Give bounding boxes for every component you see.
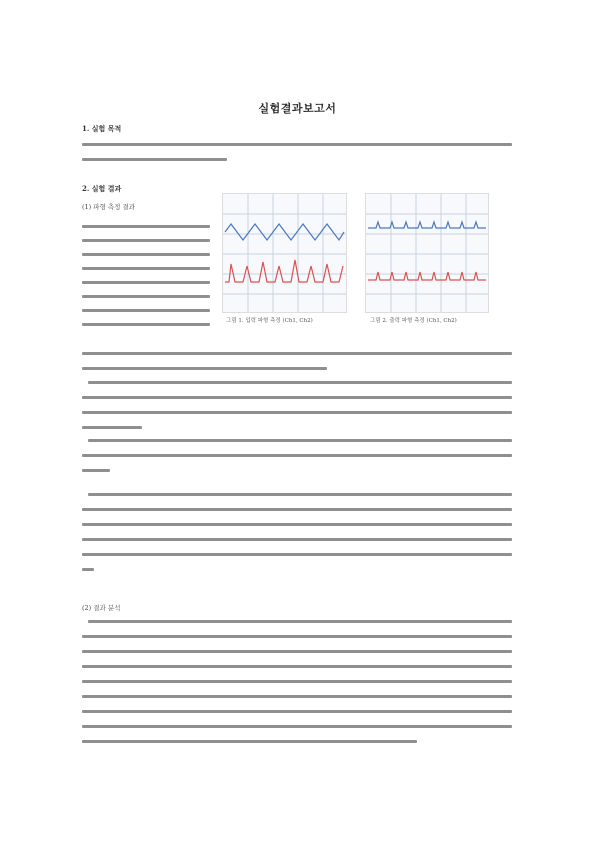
text-line <box>82 253 210 256</box>
section-heading-purpose: 1. 실험 목적 <box>82 124 122 133</box>
text-line <box>82 695 512 698</box>
text-line <box>82 680 512 683</box>
text-line <box>82 323 210 326</box>
oscilloscope-plot-2 <box>366 194 488 312</box>
text-line <box>82 426 142 429</box>
text-line <box>82 665 512 668</box>
text-line <box>82 469 110 472</box>
text-line <box>82 295 210 298</box>
text-line <box>82 143 512 146</box>
text-line <box>88 439 512 442</box>
text-line <box>88 381 512 384</box>
text-line <box>82 454 512 457</box>
figure-1-oscilloscope <box>222 193 347 313</box>
text-line <box>88 493 512 496</box>
oscilloscope-plot-1 <box>223 194 346 312</box>
subheading-analysis: (2) 결과 분석 <box>82 604 121 612</box>
text-line <box>82 740 417 743</box>
text-line <box>82 396 512 399</box>
figure-1-caption: 그림 1. 입력 파형 측정 (Ch1, Ch2) <box>226 318 313 324</box>
subheading-waveform: (1) 파형 측정 결과 <box>82 203 136 211</box>
section-heading-results: 2. 실험 결과 <box>82 184 122 193</box>
text-line <box>88 620 512 623</box>
text-line <box>82 225 210 228</box>
text-line <box>82 239 210 242</box>
page-title: 실험결과보고서 <box>258 102 337 115</box>
figure-2-oscilloscope <box>365 193 489 313</box>
text-line <box>82 508 512 511</box>
text-line <box>82 352 512 355</box>
text-line <box>82 538 512 541</box>
text-line <box>82 523 512 526</box>
text-line <box>82 281 210 284</box>
text-line <box>82 411 512 414</box>
text-line <box>82 725 512 728</box>
text-line <box>82 635 512 638</box>
text-line <box>82 158 227 161</box>
figure-2-caption: 그림 2. 출력 파형 측정 (Ch1, Ch2) <box>370 318 457 324</box>
text-line <box>82 553 512 556</box>
text-line <box>82 710 512 713</box>
text-line <box>82 367 327 370</box>
text-line <box>82 309 210 312</box>
text-line <box>82 267 210 270</box>
text-line <box>82 568 94 571</box>
text-line <box>82 650 512 653</box>
